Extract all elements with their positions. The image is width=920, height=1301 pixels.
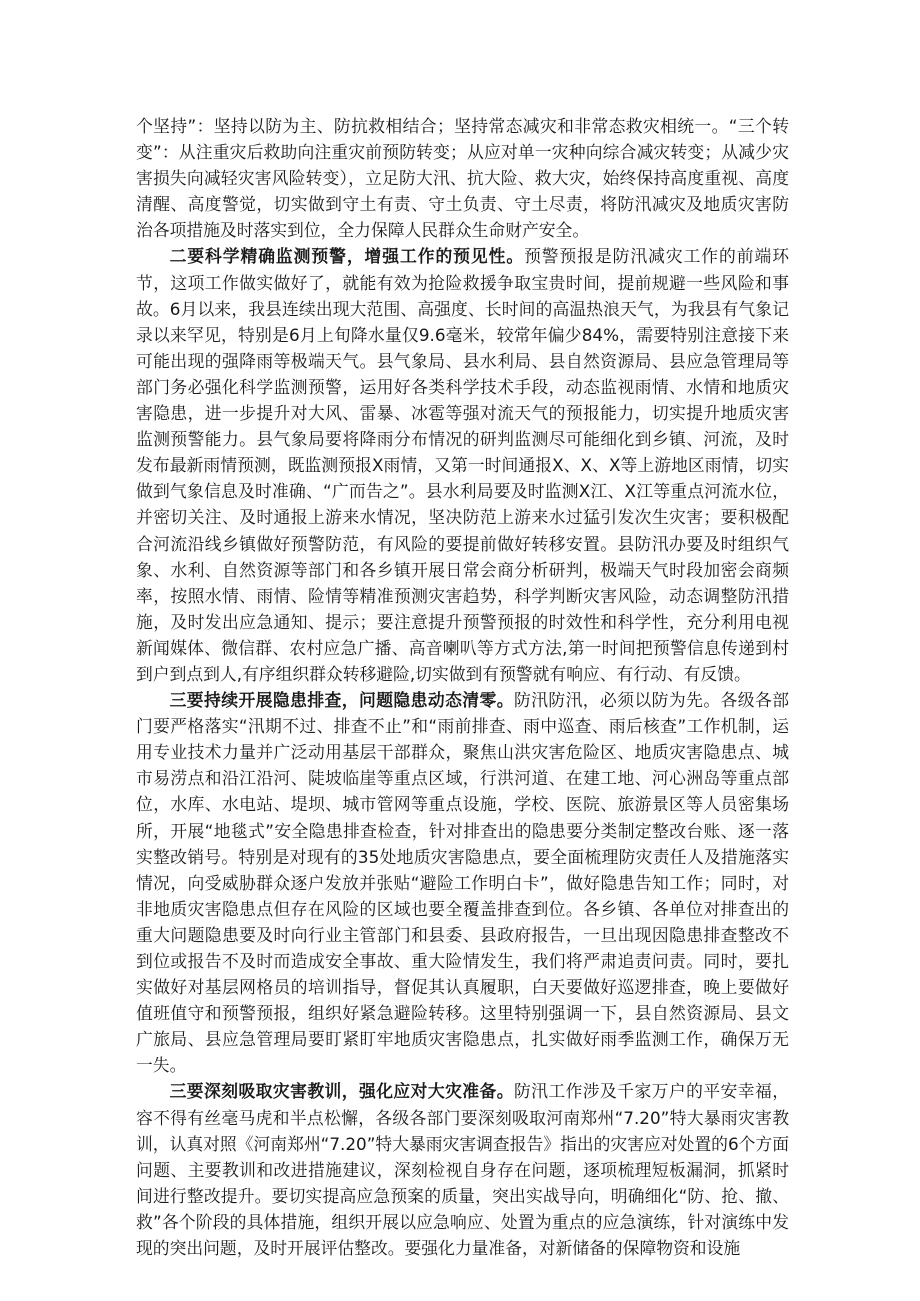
paragraph-monitoring-warning — [136, 243, 789, 687]
paragraph-disaster-lessons — [136, 1078, 789, 1261]
paragraph-heading: 二要科学精确监测预警，增强工作的预见性。 — [169, 246, 525, 267]
paragraph-text: 个坚持”：坚持以防为主、防抗救相结合；坚持常态减灾和非常态救灾相统一。“三个转变”：从注重灾后救助向注重灾前预防转变；从应对单一灾种向综合减灾转变；从减少灾害损失向减轻灾害风险转变），立足防大汛、抗大险、救大灾，始终保持高度重视、高度清醒、高度警觉，切实做到守土有责、守土负责、守土尽责，将防汛减灾及地质灾害防治各项措施及时落实到位，全力保障人民群众生命财产安全。 — [136, 116, 789, 241]
paragraph-continuation — [136, 113, 789, 243]
paragraph-heading: 三要持续开展隐患排查，问题隐患动态清零。 — [169, 690, 514, 711]
paragraph-text: 防汛工作涉及千家万户的平安幸福，容不得有丝毫马虎和半点松懈，各级各部门要深刻吸取河南郑州“7.20”特大暴雨灾害教训，认真对照《河南郑州“7.20”特大暴雨灾害调查报告》指出的灾害应对处置的6个方面问题、主要教训和改进措施建议，深刻检视自身存在问题，逐项梳理短板漏洞，抓紧时间进行整改提升。要切实提高应急预案的质量，突出实战导向，明确细化“防、抢、撤、救”各个阶段的具体措施，组织开展以应急响应、处置为重点的应急演练，针对演练中发现的突出问题，及时开展评估整改。要强化力量准备，对新储备的保障物资和设施 — [136, 1081, 789, 1259]
document-page — [136, 113, 789, 1261]
paragraph-text: 预警预报是防汛减灾工作的前端环节，这项工作做实做好了，就能有效为抢险救援争取宝贵时间，提前规避一些风险和事故。6月以来，我县连续出现大范围、高强度、长时间的高温热浪天气，为我县有气象记录以来罕见，特别是6月上旬降水量仅9.6毫米，较常年偏少84%，需要特别注意接下来可能出现的强降雨等极端天气。县气象局、县水利局、县自然资源局、县应急管理局等部门务必强化科学监测预警，运用好各类科学技术手段，动态监视雨情、水情和地质灾害隐患，进一步提升对大风、雷暴、冰雹等强对流天气的预报能力，切实提升地质灾害监测预警能力。县气象局要将降雨分布情况的研判监测尽可能细化到乡镇、河流，及时发布最新雨情预测，既监测预报X雨情，又第一时间通报X、X、X等上游地区雨情，切实做到气象信息及时准确、“广而告之”。县水利局要及时监测X江、X江等重点河流水位，并密切关注、及时通报上游来水情况，坚决防范上游来水过猛引发次生灾害；要积极配合河流沿线乡镇做好预警防范，有风险的要提前做好转移安置。县防汛办要及时组织气象、水利、自然资源等部门和各乡镇开展日常会商分析研判，极端天气时段加密会商频率，按照水情、雨情、险情等精准预测灾害趋势，科学判断灾害风险，动态调整防汛措施，及时发出应急通知、提示；要注意提升预警预报的时效性和科学性，充分利用电视新闻媒体、微信群、农村应急广播、高音喇叭等方式方法,第一时间把预警信息传递到村到户到点到人,有序组织群众转移避险,切实做到有预警就有响应、有行动、有反馈。 — [136, 246, 789, 684]
paragraph-text: 防汛防汛，必须以防为先。各级各部门要严格落实“汛期不过、排查不止”和“雨前排查、雨中巡查、雨后核查”工作机制，运用专业技术力量并广泛动用基层干部群众，聚焦山洪灾害危险区、地质灾害隐患点、城市易涝点和沿江沿河、陡坡临崖等重点区域，行洪河道、在建工地、河心洲岛等重点部位，水库、水电站、堤坝、城市管网等重点设施，学校、医院、旅游景区等人员密集场所，开展“地毯式”安全隐患排查检查，针对排查出的隐患要分类制定整改台账、逐一落实整改销号。特别是对现有的35处地质灾害隐患点，要全面梳理防灾责任人及措施落实情况，向受威胁群众逐户发放并张贴“避险工作明白卡”，做好隐患告知工作；同时，对非地质灾害隐患点但存在风险的区域也要全覆盖排查到位。各乡镇、各单位对排查出的重大问题隐患要及时向行业主管部门和县委、县政府报告，一旦出现因隐患排查整改不到位或报告不及时而造成安全事故、重大险情发生，我们将严肃追责问责。同时，要扎实做好对基层网格员的培训指导，督促其认真履职，白天要做好巡逻排查，晚上要做好值班值守和预警预报，组织好紧急避险转移。这里特别强调一下，县自然资源局、县文广旅局、县应急管理局要盯紧盯牢地质灾害隐患点，扎实做好雨季监测工作，确保万无一失。 — [136, 690, 789, 1076]
paragraph-heading: 三要深刻吸取灾害教训，强化应对大灾准备。 — [169, 1081, 514, 1102]
paragraph-hazard-inspection — [136, 687, 789, 1078]
